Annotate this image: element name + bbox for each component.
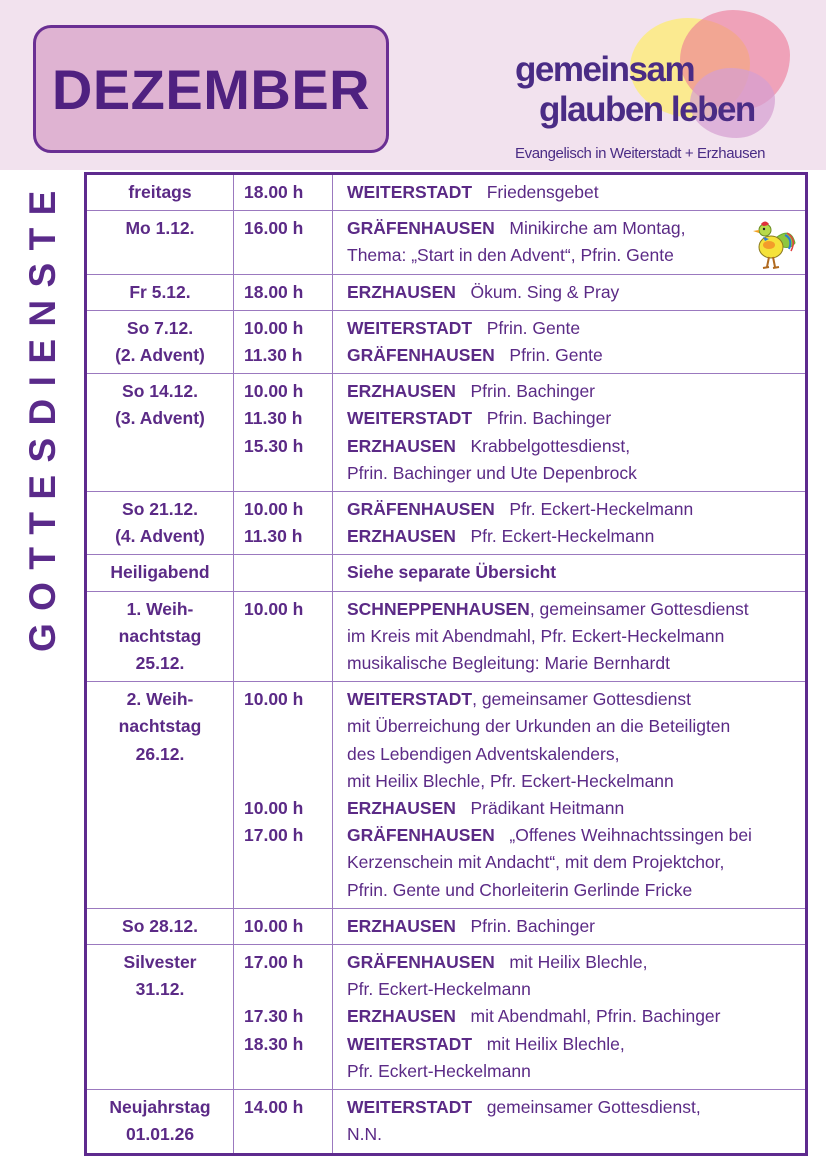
location-label: WEITERSTADT <box>347 1097 473 1118</box>
table-row <box>86 682 807 909</box>
description-text: , gemeinsamer Gottesdienst <box>472 689 691 710</box>
time-gap <box>244 741 332 768</box>
date-line: 2. Weih- <box>126 689 194 710</box>
location-label: ERZHAUSEN <box>347 798 456 819</box>
time-line: 17.30 h <box>244 1006 304 1027</box>
date-cell <box>86 908 234 944</box>
description-line <box>347 822 805 849</box>
date-line: So 21.12. <box>122 499 198 520</box>
date-line: (2. Advent) <box>115 345 205 366</box>
description-cell <box>333 555 807 591</box>
time-cell <box>234 274 333 310</box>
description-cell <box>333 174 807 211</box>
description-cell <box>333 310 807 373</box>
table-row <box>86 945 807 1090</box>
description-cell <box>333 945 807 1090</box>
time-line: 11.30 h <box>244 526 303 547</box>
time-cell <box>234 174 333 211</box>
time-cell <box>234 374 333 492</box>
location-label: ERZHAUSEN <box>347 526 456 547</box>
time-cell <box>234 945 333 1090</box>
table-row <box>86 211 807 274</box>
date-line: Heiligabend <box>110 562 210 583</box>
description-text: Minikirche am Montag, <box>509 218 686 239</box>
table-row <box>86 310 807 373</box>
date-line: (4. Advent) <box>115 526 205 547</box>
time-line: 18.30 h <box>244 1033 304 1054</box>
description-text: Pfr. Eckert-Heckelmann <box>347 1060 531 1081</box>
time-cell <box>234 908 333 944</box>
location-label: GRÄFENHAUSEN <box>347 499 495 520</box>
location-label: ERZHAUSEN <box>347 281 456 302</box>
location-label: SCHNEPPENHAUSEN <box>347 598 530 619</box>
date-cell <box>86 1090 234 1154</box>
description-line <box>347 713 805 740</box>
table-row <box>86 174 807 211</box>
description-text: musikalische Begleitung: Marie Bernhardt <box>347 653 670 674</box>
description-line <box>347 1058 805 1085</box>
description-line <box>347 686 805 713</box>
schedule-table <box>84 172 808 1156</box>
description-cell <box>333 274 807 310</box>
description-line <box>347 342 805 369</box>
description-text: Thema: „Start in den Advent“, Pfrin. Gente <box>347 245 674 266</box>
date-line: 25.12. <box>135 653 185 674</box>
description-text: Pfr. Eckert-Heckelmann <box>509 499 694 520</box>
description-line <box>347 913 805 940</box>
location-label: GRÄFENHAUSEN <box>347 218 495 239</box>
description-text: gemeinsamer Gottesdienst, <box>486 1097 701 1118</box>
month-box <box>33 25 389 153</box>
date-cell <box>86 555 234 591</box>
logo-line-1: gemeinsam <box>515 50 695 89</box>
date-line: 31.12. <box>135 979 185 1000</box>
description-text: Krabbelgottesdienst, <box>470 435 631 456</box>
description-text: Pfrin. Bachinger <box>470 381 596 402</box>
table-row <box>86 374 807 492</box>
date-cell <box>86 274 234 310</box>
logo <box>505 8 805 168</box>
description-text: Friedensgebet <box>486 182 599 202</box>
page-header <box>0 0 826 170</box>
description-text: Pfrin. Bachinger <box>470 915 596 936</box>
description-text: „Offenes Weihnachtssingen bei <box>509 825 752 846</box>
time-line: 10.00 h <box>244 915 304 936</box>
description-text: N.N. <box>347 1124 382 1145</box>
description-text: Pfrin. Bachinger <box>486 408 612 429</box>
time-line: 17.00 h <box>244 952 304 973</box>
date-cell <box>86 211 234 274</box>
description-cell <box>333 682 807 909</box>
description-line <box>347 242 805 269</box>
rooster-icon <box>747 217 799 271</box>
date-line: 01.01.26 <box>125 1124 195 1145</box>
description-cell <box>333 211 807 274</box>
description-line <box>347 650 805 677</box>
description-line <box>347 1094 805 1121</box>
description-text: Pfrin. Gente <box>486 317 581 338</box>
date-line: freitags <box>128 182 192 202</box>
location-label: WEITERSTADT <box>347 408 473 429</box>
time-line: 17.00 h <box>244 825 304 846</box>
location-label: WEITERSTADT <box>347 689 473 710</box>
description-line <box>347 215 805 242</box>
logo-line-2: glauben leben <box>539 90 755 129</box>
date-cell <box>86 492 234 555</box>
description-line <box>347 976 805 1003</box>
description-line <box>347 768 805 795</box>
time-line: 18.00 h <box>244 281 304 302</box>
date-cell <box>86 174 234 211</box>
date-cell <box>86 945 234 1090</box>
date-line: Neujahrstag <box>109 1097 211 1118</box>
description-text: Ökum. Sing & Pray <box>470 281 620 302</box>
date-line: So 7.12. <box>126 317 194 338</box>
time-line: 18.00 h <box>244 182 304 202</box>
location-label: WEITERSTADT <box>347 182 473 202</box>
date-line: (3. Advent) <box>115 408 205 429</box>
table-row <box>86 555 807 591</box>
description-text: im Kreis mit Abendmahl, Pfr. Eckert-Heckelmann <box>347 625 725 646</box>
description-cell <box>333 1090 807 1154</box>
description-line <box>347 1003 805 1030</box>
description-text: Kerzenschein mit Andacht“, mit dem Projektchor, <box>347 852 725 873</box>
description-line <box>347 596 805 623</box>
time-gap <box>244 976 332 1003</box>
description-line <box>347 460 805 487</box>
location-label: GRÄFENHAUSEN <box>347 825 495 846</box>
time-cell <box>234 1090 333 1154</box>
date-line: Silvester <box>123 952 197 973</box>
description-line <box>347 315 805 342</box>
description-text: Pfrin. Gente und Chorleiterin Gerlinde Fricke <box>347 879 693 900</box>
table-row <box>86 1090 807 1154</box>
time-gap <box>244 768 332 795</box>
table-row <box>86 908 807 944</box>
description-text: mit Überreichung der Urkunden an die Beteiligten <box>347 716 731 737</box>
date-line: 26.12. <box>135 743 185 764</box>
date-line: Mo 1.12. <box>125 218 195 239</box>
description-line <box>347 623 805 650</box>
logo-subtitle: Evangelisch in Weiterstadt + Erzhausen <box>515 145 766 162</box>
date-line: So 14.12. <box>122 381 198 402</box>
description-cell <box>333 908 807 944</box>
description-line <box>347 559 805 586</box>
description-line <box>347 795 805 822</box>
time-line: 15.30 h <box>244 435 304 456</box>
location-label: ERZHAUSEN <box>347 435 456 456</box>
description-line <box>347 179 805 206</box>
date-line: 1. Weih- <box>126 598 194 619</box>
description-text: Pfr. Eckert-Heckelmann <box>347 979 531 1000</box>
location-label: GRÄFENHAUSEN <box>347 345 495 366</box>
description-line <box>347 496 805 523</box>
time-cell <box>234 555 333 591</box>
description-line <box>347 949 805 976</box>
time-line: 10.00 h <box>244 499 304 520</box>
date-line: So 28.12. <box>122 915 198 936</box>
description-line <box>347 405 805 432</box>
date-line: nachtstag <box>118 716 202 737</box>
date-cell <box>86 591 234 682</box>
description-line <box>347 523 805 550</box>
date-cell <box>86 310 234 373</box>
location-label: ERZHAUSEN <box>347 915 456 936</box>
description-text: Pfr. Eckert-Heckelmann <box>470 526 655 547</box>
time-line: 10.00 h <box>244 381 304 402</box>
time-line: 16.00 h <box>244 218 304 239</box>
time-line: 14.00 h <box>244 1097 304 1118</box>
time-line: 10.00 h <box>244 317 304 338</box>
time-line: 11.30 h <box>244 408 303 429</box>
month-title: DEZEMBER <box>51 57 371 121</box>
date-line: Fr 5.12. <box>129 281 191 302</box>
description-line <box>347 849 805 876</box>
date-cell <box>86 682 234 909</box>
description-text: Pfrin. Gente <box>509 345 603 366</box>
description-line <box>347 1031 805 1058</box>
description-line <box>347 433 805 460</box>
time-gap <box>244 713 332 740</box>
location-label: GRÄFENHAUSEN <box>347 952 495 973</box>
description-text: des Lebendigen Adventskalenders, <box>347 743 620 764</box>
description-line <box>347 877 805 904</box>
description-text: mit Heilix Blechle, <box>486 1033 625 1054</box>
description-line <box>347 1121 805 1148</box>
time-cell <box>234 591 333 682</box>
location-label: WEITERSTADT <box>347 1033 473 1054</box>
time-cell <box>234 492 333 555</box>
table-row <box>86 274 807 310</box>
description-line <box>347 741 805 768</box>
table-row <box>86 492 807 555</box>
location-label: WEITERSTADT <box>347 317 473 338</box>
time-line: 10.00 h <box>244 689 304 710</box>
description-line <box>347 378 805 405</box>
time-cell <box>234 211 333 274</box>
description-text: mit Heilix Blechle, <box>509 952 648 973</box>
description-text: , gemeinsamer Gottesdienst <box>529 598 749 619</box>
description-text: mit Heilix Blechle, Pfr. Eckert-Heckelmann <box>347 770 674 791</box>
description-text: mit Abendmahl, Pfrin. Bachinger <box>470 1006 721 1027</box>
description-text: Prädikant Heitmann <box>470 798 625 819</box>
time-line: 10.00 h <box>244 798 304 819</box>
location-label: ERZHAUSEN <box>347 381 456 402</box>
time-line: 11.30 h <box>244 345 303 366</box>
location-label: ERZHAUSEN <box>347 1006 456 1027</box>
description-cell <box>333 591 807 682</box>
table-row <box>86 591 807 682</box>
description-cell <box>333 492 807 555</box>
location-label: Siehe separate Übersicht <box>347 562 557 583</box>
description-cell <box>333 374 807 492</box>
date-cell <box>86 374 234 492</box>
time-cell <box>234 682 333 909</box>
description-line <box>347 279 805 306</box>
time-cell <box>234 310 333 373</box>
side-title-text: GOTTESDIENSTE <box>22 178 63 652</box>
date-line: nachtstag <box>118 625 202 646</box>
time-line: 10.00 h <box>244 598 304 619</box>
description-text: Pfrin. Bachinger und Ute Depenbrock <box>347 462 637 483</box>
